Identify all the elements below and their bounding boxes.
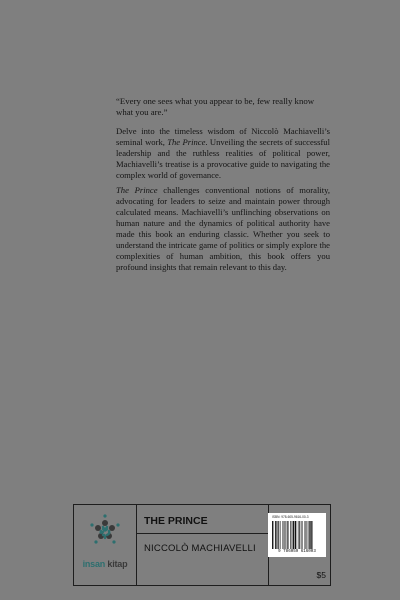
barcode-bar <box>287 521 288 549</box>
description-paragraph-2 <box>116 185 330 273</box>
epigraph-quote: “Every one sees what you appear to be, few really know what you are.” <box>116 96 315 117</box>
publisher-name-part2: kitap <box>105 559 128 569</box>
footer-divider <box>136 505 137 585</box>
isbn-barcode <box>268 513 326 557</box>
barcode-bar <box>293 521 294 549</box>
book-author: NICCOLÒ MACHIAVELLI <box>144 543 256 554</box>
para2-book-title: The Prince <box>116 185 158 195</box>
description-paragraph-1 <box>116 126 330 181</box>
para1-book-title: The Prince <box>167 137 206 147</box>
publisher-logo <box>74 505 136 585</box>
barcode-bar <box>272 521 273 549</box>
para1-lead: Delve into the timeless wisdom of Niccolò Machiavelli’s seminal work, <box>116 126 330 147</box>
barcode-bar <box>310 521 311 549</box>
barcode-bar <box>284 521 285 549</box>
price-label: $5 <box>316 570 326 580</box>
barcode-bar <box>278 521 279 549</box>
footer-info-box <box>73 504 331 586</box>
publisher-name <box>74 559 136 569</box>
barcode-bar <box>309 521 310 549</box>
barcode-bar <box>295 521 296 549</box>
footer-divider <box>136 533 268 534</box>
para1-rest: . Unveiling the secrets of successful leadership and the ruthless realities of political power, Machiavelli’s treatise is a provocative guide to navigating the complex world of governance. <box>116 137 330 180</box>
book-title: THE PRINCE <box>144 515 208 527</box>
barcode-digits: 9 786059 616003 <box>278 550 316 554</box>
barcode-bar <box>299 521 300 549</box>
barcode-bar <box>290 521 291 549</box>
publisher-emblem-icon <box>74 505 136 559</box>
para2-rest: challenges conventional notions of morality, advocating for leaders to seize and maintain power through calculated means. Machiavelli’s unflinching observations on human nature and the dynamics of political authority have made this book an enduring classic. Whether you seek to understand the intricate game of politics or simply explore the complexities of human ambition, this book offers you profound insights that remain relevant to this day. <box>116 185 330 272</box>
barcode-bar <box>305 521 306 549</box>
isbn-label: ISBN: 978-605-9616-00-3 <box>272 515 309 519</box>
publisher-name-part1: insan <box>82 559 106 569</box>
barcode-bars <box>272 521 322 549</box>
barcode-bar <box>275 521 276 549</box>
